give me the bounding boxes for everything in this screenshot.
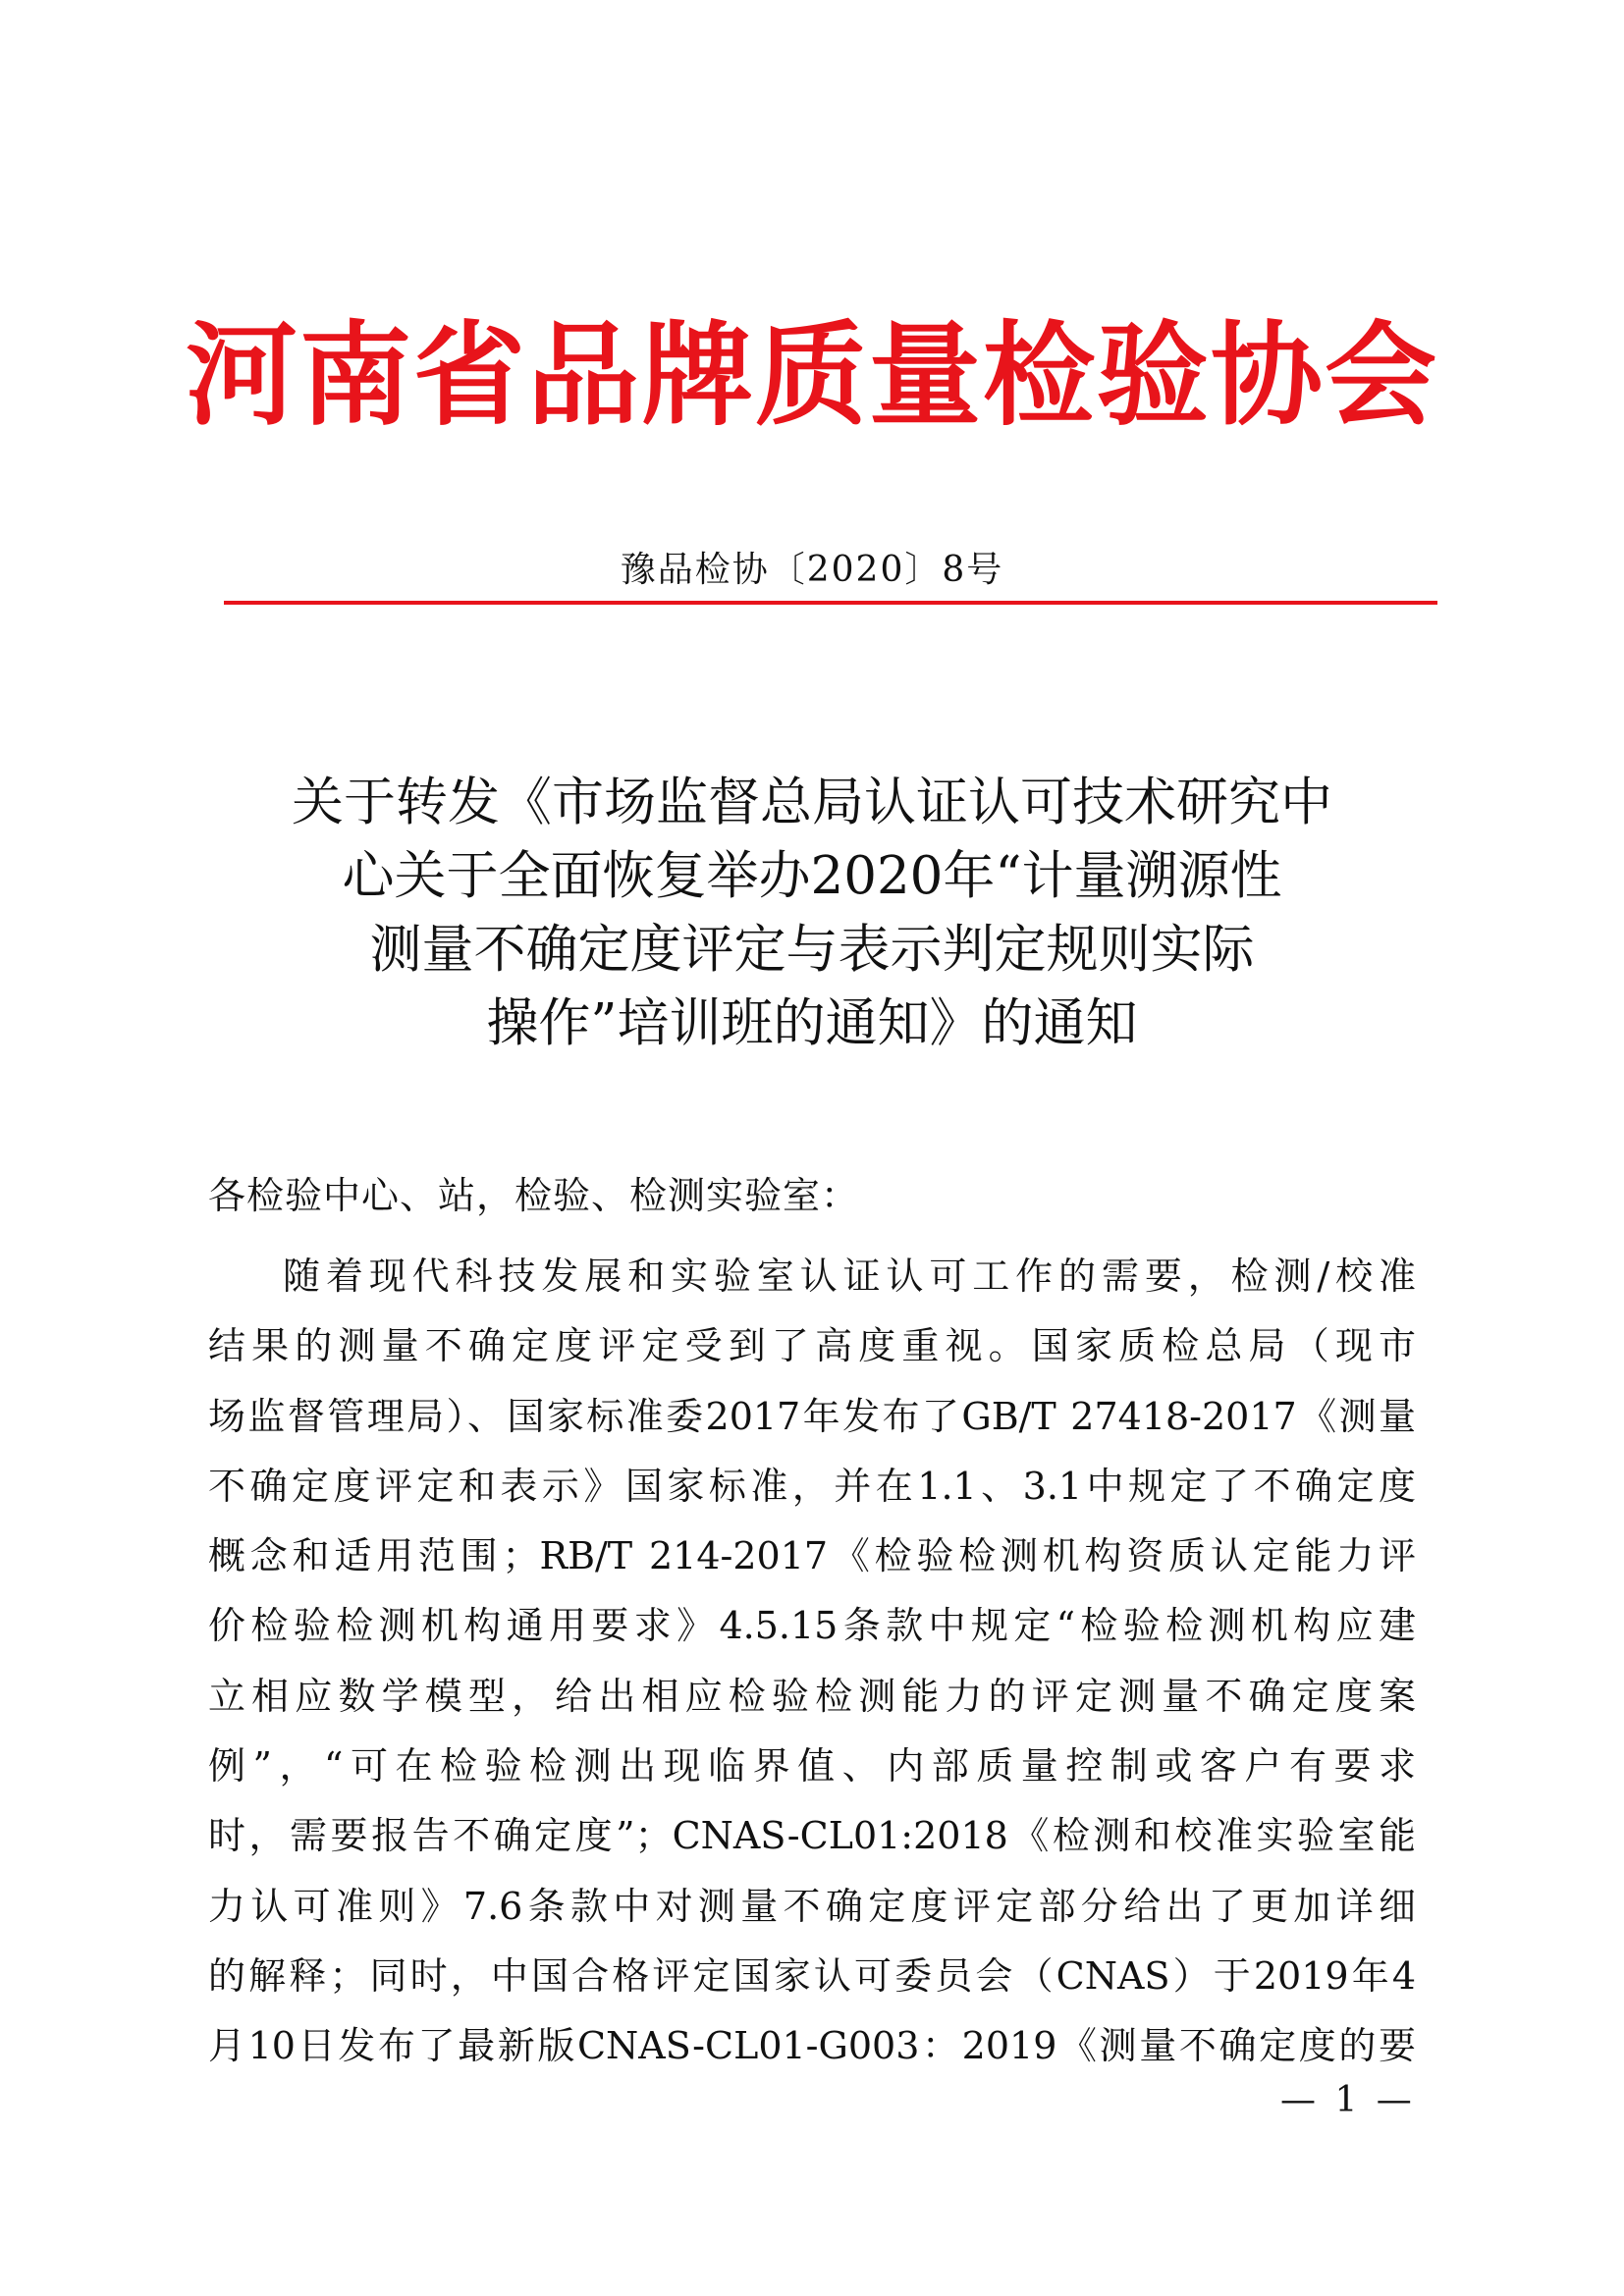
title-line: 操作”培训班的通知》的通知 (486, 993, 1138, 1053)
body-line: 概念和适用范围；RB/T 214-2017《检验检测机构资质认定能力评 (208, 1534, 1416, 1578)
page-number: — 1 — (1280, 2080, 1416, 2120)
body-line: 的解释；同时，中国合格评定国家认可委员会（CNAS）于2019年4 (208, 1953, 1416, 1998)
title-line: 关于转发《市场监督总局认证认可技术研究中 (292, 773, 1332, 832)
title-line: 测量不确定度评定与表示判定规则实际 (369, 920, 1255, 980)
body-line: 随着现代科技发展和实验室认证认可工作的需要，检测/校准 (283, 1255, 1416, 1298)
red-divider-line (224, 601, 1437, 605)
body-line: 立相应数学模型，给出相应检验检测能力的评定测量不确定度案 (208, 1674, 1416, 1718)
body-line: 例”，“可在检验检测出现临界值、内部质量控制或客户有要求 (208, 1744, 1416, 1789)
document-number: 豫品检协〔2020〕8号 (620, 550, 1004, 590)
organization-title: 河南省品牌质量检验协会 (185, 310, 1438, 441)
body-line: 场监督管理局）、国家标准委2017年发布了GB/T 27418-2017《测量 (208, 1394, 1416, 1438)
body-line: 结果的测量不确定度评定受到了高度重视。国家质检总局（现市 (208, 1324, 1416, 1368)
body-line: 价检验检测机构通用要求》4.5.15条款中规定“检验检测机构应建 (208, 1604, 1416, 1648)
body-line: 月10日发布了最新版CNAS-CL01-G003：2019《测量不确定度的要 (208, 2024, 1416, 2068)
body-line: 时，需要报告不确定度”；CNAS-CL01:2018《检测和校准实验室能 (208, 1814, 1416, 1858)
document-title (177, 766, 1447, 1060)
body-line: 力认可准则》7.6条款中对测量不确定度评定部分给出了更加详细 (208, 1884, 1416, 1928)
title-line: 心关于全面恢复举办2020年“计量溯源性 (342, 846, 1282, 906)
body-line: 不确定度评定和表示》国家标准，并在1.1、3.1中规定了不确定度 (208, 1464, 1416, 1508)
salutation: 各检验中心、站，检验、检测实验室： (208, 1174, 860, 1217)
body-text (208, 1242, 1416, 2082)
